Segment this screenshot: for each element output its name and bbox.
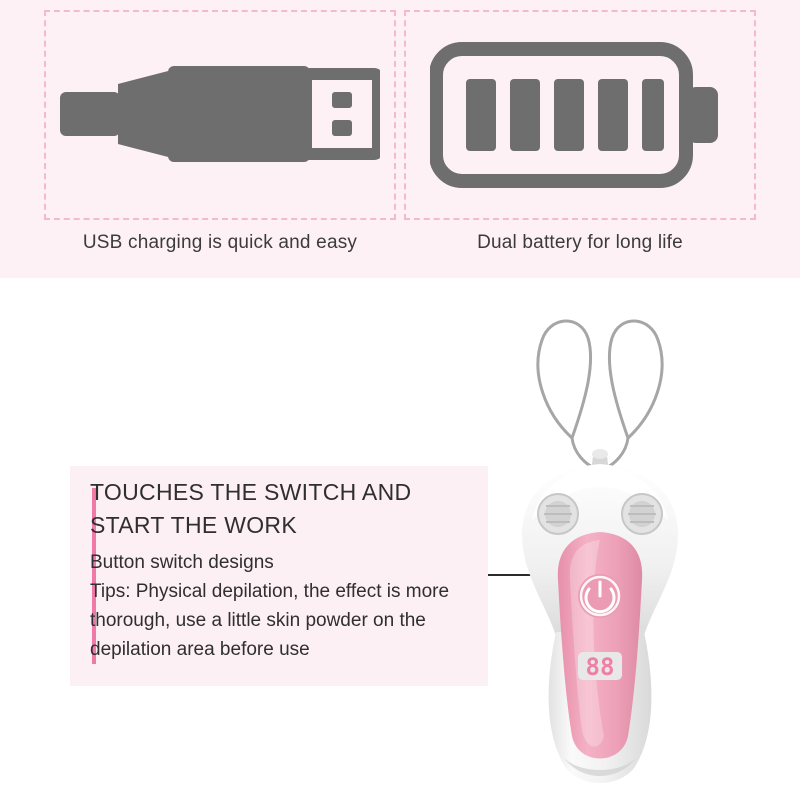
led-display — [578, 652, 622, 681]
led-display-value: 88 — [585, 653, 615, 681]
body-line-1: Button switch designs — [90, 552, 274, 573]
body-line-4: depilation area before use — [90, 639, 310, 660]
hair-removal-epilator-image — [460, 288, 740, 788]
headline-line-1: TOUCHES THE SWITCH AND — [90, 479, 412, 505]
power-button — [578, 574, 622, 618]
massage-roller-left — [538, 494, 578, 534]
body-line-3: thorough, use a little skin powder on the — [90, 610, 426, 631]
massage-roller-right — [622, 494, 662, 534]
feature-usb-charging — [44, 10, 396, 272]
info-card-body — [90, 548, 480, 664]
feature-battery-caption: Dual battery for long life — [477, 232, 683, 253]
info-card — [70, 466, 488, 686]
body-line-2: Tips: Physical depilation, the effect is more — [90, 581, 450, 602]
headline-line-2: START THE WORK — [90, 512, 297, 538]
usb-connector-icon — [44, 10, 396, 220]
info-card-headline — [90, 476, 470, 542]
features-panel — [0, 0, 800, 278]
feature-dual-battery — [404, 10, 756, 272]
battery-full-icon — [404, 10, 756, 220]
feature-usb-caption: USB charging is quick and easy — [82, 232, 358, 253]
product-detail-section — [0, 278, 800, 800]
